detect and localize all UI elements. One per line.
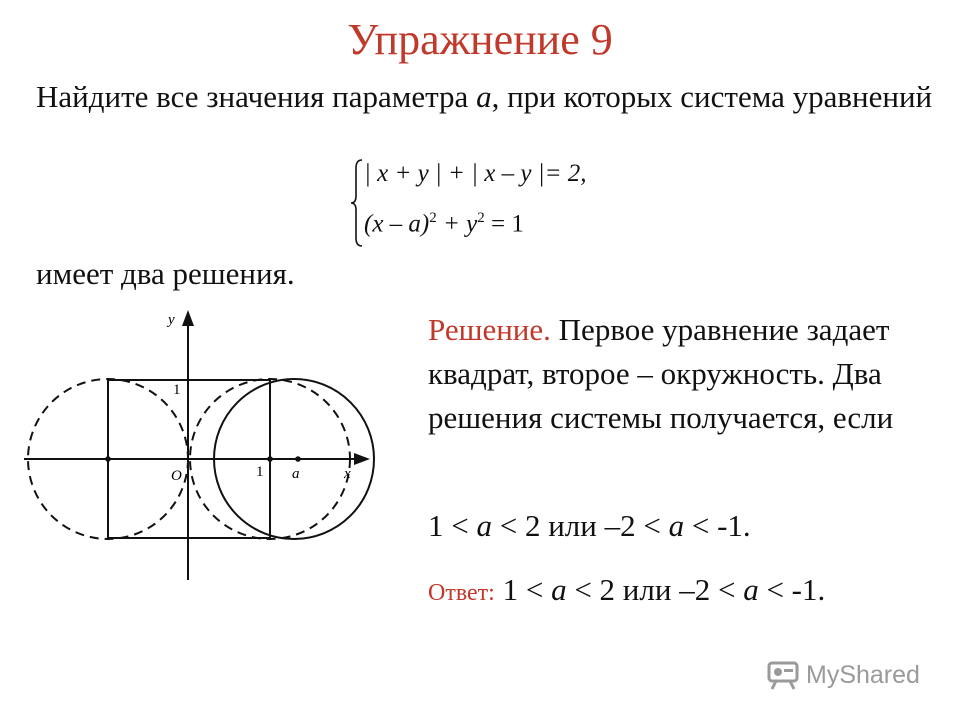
solution-body: Первое уравнение задает квадрат, второе – окружность. Два решения системы получается, если	[428, 312, 894, 435]
solution-text	[428, 308, 948, 440]
equation-system	[350, 158, 650, 248]
point-a	[295, 456, 301, 462]
equation-2-exp-2: 2	[477, 210, 485, 226]
solution-label: Решение.	[428, 312, 551, 347]
condition-line	[428, 508, 751, 544]
tick-label-x-one: 1	[256, 464, 264, 480]
x-axis-arrow	[354, 453, 370, 465]
condition-param-2: a	[668, 508, 685, 543]
watermark-text: MyShared	[806, 660, 920, 689]
problem-text-2: , при которых система уравнений	[491, 79, 933, 114]
condition-part-3: < -1.	[684, 508, 751, 543]
problem-text-1: Найдите все значения параметра	[36, 79, 477, 114]
equation-1: | x + y | + | x – y |= 2,	[364, 160, 587, 187]
equation-2-exp-1: 2	[429, 210, 437, 226]
geometry-figure	[18, 300, 398, 590]
equation-2-part-3: = 1	[484, 210, 524, 238]
condition-part-2: < 2 или –2 <	[491, 508, 669, 543]
answer-line	[428, 572, 825, 608]
problem-statement	[36, 76, 948, 118]
condition-param-1: a	[476, 508, 492, 543]
two-solutions-text: имеет два решения.	[36, 256, 295, 291]
answer-param-1: a	[551, 572, 567, 607]
equation-2	[364, 210, 524, 238]
point-left	[105, 456, 111, 462]
tick-label-y-one: 1	[173, 382, 181, 398]
y-axis-arrow	[182, 310, 194, 326]
origin-label: O	[171, 468, 182, 484]
condition-part-1: 1 <	[428, 508, 477, 543]
page-title: Упражнение 9	[347, 15, 613, 64]
answer-part-3: < -1.	[758, 572, 826, 607]
projector-icon	[766, 660, 800, 690]
answer-label: Ответ:	[428, 580, 495, 606]
equation-2-part-2: + y	[436, 210, 478, 238]
x-axis-label: x	[344, 466, 351, 482]
problem-param: a	[476, 79, 492, 114]
system-brace	[350, 158, 364, 248]
answer-part-1: 1 <	[494, 572, 552, 607]
equation-2-part-1: (x – a)	[364, 210, 430, 238]
answer-param-2: a	[743, 572, 759, 607]
answer-part-2: < 2 или –2 <	[566, 572, 744, 607]
a-label: a	[292, 466, 300, 482]
point-one	[267, 456, 273, 462]
watermark	[766, 658, 920, 692]
y-axis-label: y	[168, 312, 175, 328]
